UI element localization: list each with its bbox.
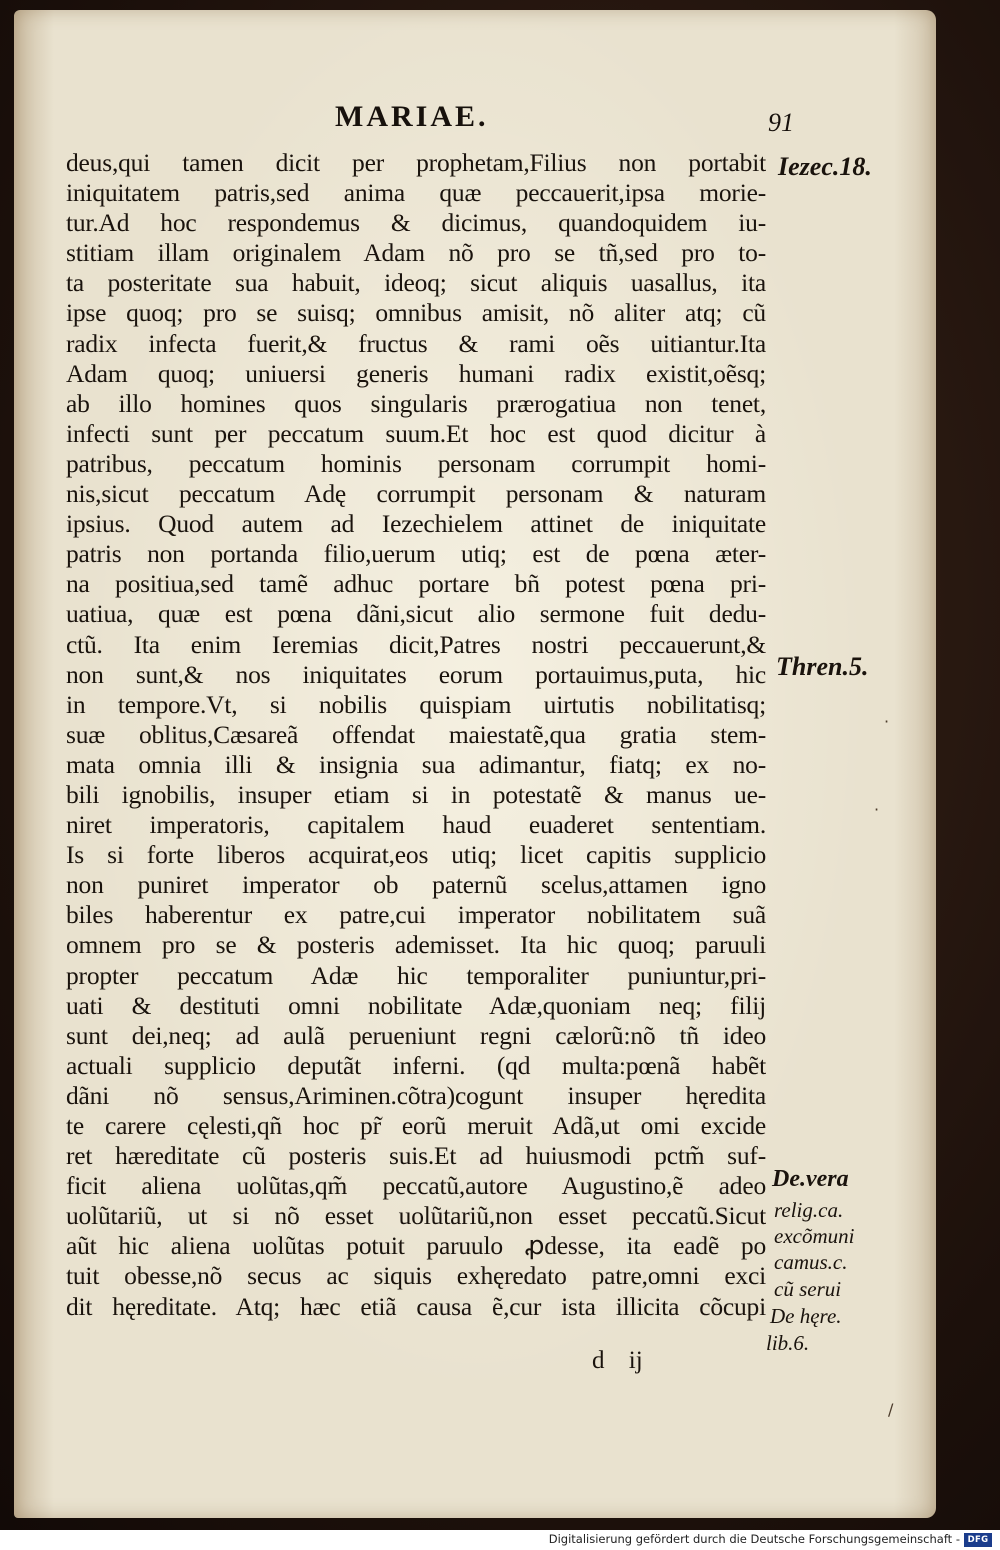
text-line: in tempore.Vt, si nobilis quispiam uirtutis nobilitatisq;	[66, 689, 766, 719]
running-head: MARIAE.	[335, 100, 489, 133]
text-line: sunt dei,neq; ad aulã perueniunt regni cælorũ:nõ tñ ideo	[66, 1020, 766, 1050]
text-line: ctũ. Ita enim Ieremias dicit,Patres nostri peccauerunt,&	[66, 629, 766, 659]
text-line: iniquitatem patris,sed anima quæ peccauerit,ipsa morie-	[66, 178, 766, 208]
signature-mark: d ij	[592, 1347, 643, 1374]
text-line: uolũtariũ, ut si nõ esset uolũtariũ,non esset peccatũ.Sicut	[66, 1201, 766, 1231]
text-line: dãni nõ sensus,Ariminen.cõtra)cogunt insuper hęredita	[66, 1080, 766, 1110]
text-line: ab illo homines quos singularis prærogatiua non tenet,	[66, 388, 766, 418]
text-line: stitiam illam originalem Adam nõ pro se tñ,sed pro to-	[66, 238, 766, 268]
text-line: ta posteritate sua habuit, ideoq; sicut aliquis uasallus, ita	[66, 268, 766, 298]
text-line: dit hęreditate. Atq; hæc etiã causa ẽ,cur ista illicita cõcupi	[66, 1291, 766, 1321]
text-line: deus,qui tamen dicit per prophetam,Filius non portabit	[66, 148, 766, 177]
text-line: infecti sunt per peccatum suum.Et hoc est quod dicitur à	[66, 418, 766, 448]
text-line: omnem pro se & posteris ademisset. Ita hic quoq; paruuli	[66, 930, 766, 960]
marginal-note-iezec: Iezec.18.	[778, 152, 872, 181]
text-line: na positiua,sed tamẽ adhuc portare bñ potest pœna pri-	[66, 569, 766, 599]
text-line: uatiua, quæ est pœna dãni,sicut alio sermone fuit dedu-	[66, 599, 766, 629]
text-line: uati & destituti omni nobilitate Adæ,quoniam neq; filij	[66, 990, 766, 1020]
ink-speck: ·	[884, 712, 890, 731]
marginal-note-thren: Thren.5.	[776, 652, 869, 681]
marginal-note-de-vera: De.vera	[772, 1166, 849, 1192]
text-line: propter peccatum Adæ hic temporaliter puniuntur,pri-	[66, 960, 766, 990]
text-line: tuit obesse,nõ secus ac siquis exhęredato patre,omni exci	[66, 1261, 766, 1291]
text-line: ficit aliena uolũtas,qm̃ peccatũ,autore Augustino,ẽ adeo	[66, 1171, 766, 1201]
marginal-note-line: De hęre.	[770, 1304, 842, 1328]
credit-bar	[0, 1530, 1000, 1550]
text-line: patribus, peccatum hominis personam corrumpit homi-	[66, 448, 766, 478]
marginal-note-line: lib.6.	[766, 1331, 810, 1355]
text-line: patris non portanda filio,uerum utiq; est de pœna æter-	[66, 539, 766, 569]
text-line: niret imperatoris, capitalem haud euaderet sententiam.	[66, 810, 766, 840]
text-line: ipsius. Quod autem ad Iezechielem attinet de iniquitate	[66, 509, 766, 539]
marginal-note-line: cũ serui	[774, 1277, 842, 1301]
folio-number: 91	[768, 108, 794, 137]
marginal-note-line: camus.c.	[774, 1250, 848, 1274]
text-line: ret hæreditate cũ posteris suis.Et ad huiusmodi pctm̃ suf-	[66, 1141, 766, 1171]
text-line: te carere cęlesti,qñ hoc pr̃ eorũ meruit Adã,ut omi excide	[66, 1111, 766, 1140]
text-line: non sunt,& nos iniquitates eorum portauimus,puta, hic	[66, 659, 766, 689]
text-line: biles haberentur ex patre,cui imperator nobilitatem suã	[66, 900, 766, 930]
text-line: ipse quoq; pro se suisq; omnibus amisit, nõ aliter atq; cũ	[66, 298, 766, 328]
text-line: bili ignobilis, insuper etiam si in potestatẽ & manus ue-	[66, 779, 766, 809]
ink-speck: ·	[874, 800, 880, 819]
text-line: Is si forte liberos acquirat,eos utiq; licet capitis supplicio	[66, 840, 766, 870]
dfg-logo[interactable]: DFG	[964, 1533, 992, 1547]
text-line: suæ oblitus,Cæsareã offendat maiestatẽ,qua gratia stem-	[66, 719, 766, 749]
text-line: aũt hic aliena uolũtas potuit paruulo ꝓdesse, ita eadẽ po	[66, 1231, 766, 1261]
credit-text: Digitalisierung gefördert durch die Deutsche Forschungsgemeinschaft -	[548, 1532, 960, 1546]
body-text	[66, 148, 766, 1322]
text-line: tur.Ad hoc respondemus & dicimus, quandoquidem iu-	[66, 208, 766, 238]
text-line: radix infecta fuerit,& fructus & rami oẽs uitiantur.Ita	[66, 328, 766, 358]
text-line: Adam quoq; uniuersi generis humani radix existit,oẽsq;	[66, 358, 766, 388]
text-line: non puniret imperator ob paternũ scelus,attamen igno	[66, 870, 766, 900]
ink-speck: /	[888, 1400, 894, 1419]
marginal-note-line: relig.ca.	[774, 1198, 844, 1222]
marginal-note-line: excõmuni	[774, 1224, 855, 1248]
text-line: nis,sicut peccatum Adę corrumpit personam & naturam	[66, 479, 766, 509]
text-line: actuali supplicio deputãt inferni. (qd multa:pœnã habẽt	[66, 1050, 766, 1080]
text-line: mata omnia illi & insignia sua adimantur, fiatq; ex no-	[66, 749, 766, 779]
